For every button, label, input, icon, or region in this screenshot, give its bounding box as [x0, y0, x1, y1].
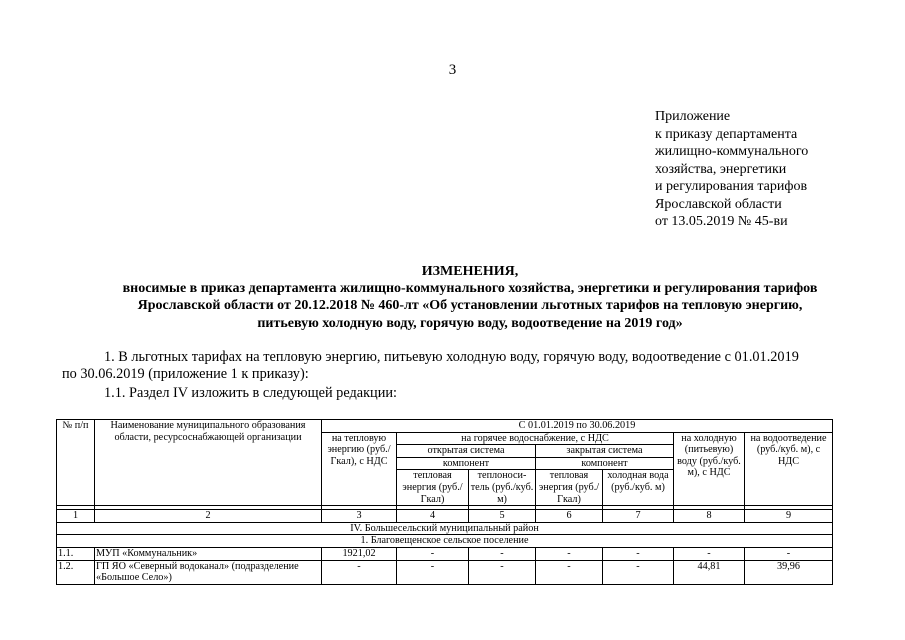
heading-line: вносимые в приказ департамента жилищно-коммунального хозяйства, энергетики и регулирования тарифов	[122, 281, 818, 297]
column-number: 8	[674, 510, 745, 523]
header-component-open: компонент	[397, 457, 536, 470]
row-value: 44,81	[674, 560, 745, 584]
appendix-line: и регулирования тарифов	[655, 179, 808, 194]
heading-line: Ярославской области от 20.12.2018 № 460-лт «Об установлении льготных тарифов на тепловую энергию,	[137, 298, 803, 314]
header-period: С 01.01.2019 по 30.06.2019	[322, 420, 833, 433]
row-value: -	[469, 560, 536, 584]
appendix-line: жилищно-коммунального	[655, 144, 809, 159]
paragraph-2: 1.1. Раздел IV изложить в следующей редакции:	[104, 385, 397, 401]
column-number-row	[57, 510, 833, 523]
header-num: № п/п	[57, 420, 95, 506]
appendix-line: хозяйства, энергетики	[655, 161, 787, 177]
column-number: 1	[57, 510, 95, 523]
row-value: -	[397, 547, 469, 560]
row-value: -	[536, 560, 603, 584]
subsection-title: 1. Благовещенское сельское поселение	[57, 535, 833, 548]
header-open-heat-energy: тепловая энергия (руб./Гкал)	[397, 470, 469, 506]
header-closed-cold-water: холодная вода (руб./куб. м)	[603, 470, 674, 506]
table-row	[57, 547, 833, 560]
header-component-closed: компонент	[536, 457, 674, 470]
row-value: -	[603, 547, 674, 560]
column-number: 7	[603, 510, 674, 523]
column-number: 9	[745, 510, 833, 523]
paragraph-1-line-2: по 30.06.2019 (приложение 1 к приказу):	[62, 366, 309, 382]
appendix-block	[655, 108, 808, 231]
column-number: 6	[536, 510, 603, 523]
row-value: -	[322, 560, 397, 584]
row-value: -	[745, 547, 833, 560]
row-value: 1921,02	[322, 547, 397, 560]
row-num: 1.2.	[57, 560, 95, 584]
page-number: 3	[448, 62, 457, 78]
row-num: 1.1.	[57, 547, 95, 560]
header-hot-water: на горячее водоснабжение, с НДС	[397, 432, 674, 445]
row-value: 39,96	[745, 560, 833, 584]
column-number: 4	[397, 510, 469, 523]
header-closed-system: закрытая система	[536, 445, 674, 458]
heading-title: ИЗМЕНЕНИЯ,	[421, 264, 519, 279]
row-value: -	[603, 560, 674, 584]
row-value: -	[469, 547, 536, 560]
header-wastewater: на водоотведение (руб./куб. м), с НДС	[745, 432, 833, 506]
appendix-line: Ярославской области	[655, 196, 782, 212]
row-value: -	[674, 547, 745, 560]
row-value: -	[397, 560, 469, 584]
column-number: 3	[322, 510, 397, 523]
row-org: ГП ЯО «Северный водоканал» (подразделение «Большое Село»)	[95, 560, 322, 584]
section-title: IV. Большесельский муниципальный район	[57, 522, 833, 535]
row-value: -	[536, 547, 603, 560]
header-open-system: открытая система	[397, 445, 536, 458]
tariff-table	[56, 419, 833, 585]
header-open-heat-carrier: теплоноси-тель (руб./куб. м)	[469, 470, 536, 506]
heading-line: питьевую холодную воду, горячую воду, водоотведение на 2019 год»	[257, 315, 683, 331]
header-org: Наименование муниципального образования области, ресурсоснабжающей организации	[95, 420, 322, 506]
row-org: МУП «Коммунальник»	[95, 547, 322, 560]
document-heading	[40, 263, 900, 332]
header-closed-heat-energy: тепловая энергия (руб./Гкал)	[536, 470, 603, 506]
column-number: 2	[95, 510, 322, 523]
table-row	[57, 560, 833, 584]
appendix-line: к приказу департамента	[655, 126, 798, 142]
column-number: 5	[469, 510, 536, 523]
appendix-line: Приложение	[655, 109, 731, 124]
paragraph-1-line-1: 1. В льготных тарифах на тепловую энергию, питьевую холодную воду, горячую воду, водоотведение с 01.01.2019	[104, 349, 799, 365]
header-cold-water: на холодную (питьевую) воду (руб./куб. м), с НДС	[674, 432, 745, 506]
appendix-line: от 13.05.2019 № 45-ви	[655, 214, 788, 229]
header-heat-energy: на тепловую энергию (руб./Гкал), с НДС	[322, 432, 397, 506]
